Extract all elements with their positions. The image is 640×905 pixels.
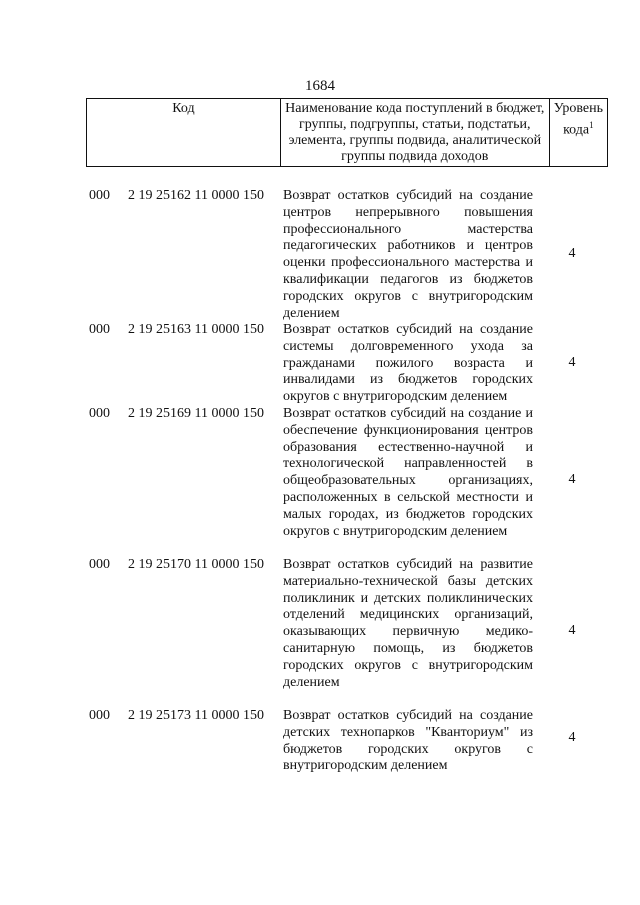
- admin-code: 000: [89, 406, 110, 421]
- code-level: 4: [568, 472, 576, 487]
- revenue-name: Возврат остатков субсидий на развитие материально-технической базы детских поликлиник и детских поликлинических отделений медицинских организаций, оказывающих первичную медико-санитарную помощь, из бюджетов городских округов с внутригородским делением: [283, 557, 533, 690]
- revenue-code: 2 19 25163 11 0000 150: [128, 322, 264, 337]
- admin-code: 000: [89, 188, 110, 203]
- header-name: Наименование кода поступлений в бюджет, группы, подгруппы, статьи, подстатьи, элемента, группы подвида, аналитической группы подвида доходов: [280, 99, 549, 167]
- code-level: 4: [568, 246, 576, 261]
- page-number: 1684: [305, 78, 335, 94]
- revenue-code: 2 19 25162 11 0000 150: [128, 188, 264, 203]
- revenue-code: 2 19 25169 11 0000 150: [128, 406, 264, 421]
- admin-code: 000: [89, 557, 110, 572]
- revenue-name: Возврат остатков субсидий на создание и обеспечение функционирования центров образования естественно-научной и технологической направленностей в общеобразовательных организациях, расположенных в сельской местности и малых городах, из бюджетов городских округов с внутригородским делением: [283, 406, 533, 539]
- revenue-name: Возврат остатков субсидий на создание детских технопарков "Кванториум" из бюджетов городских округов с внутригородским делением: [283, 708, 533, 774]
- header-code: Код: [87, 99, 281, 167]
- admin-code: 000: [89, 322, 110, 337]
- revenue-code: 2 19 25173 11 0000 150: [128, 708, 264, 723]
- revenue-code: 2 19 25170 11 0000 150: [128, 557, 264, 572]
- code-level: 4: [568, 730, 576, 745]
- admin-code: 000: [89, 708, 110, 723]
- header-level: Уровень кода: [553, 101, 603, 138]
- code-level: 4: [568, 355, 576, 370]
- revenue-name: Возврат остатков субсидий на создание системы долговременного ухода за гражданами пожилого возраста и инвалидами из бюджетов городских округов с внутригородским делением: [283, 322, 533, 405]
- code-level: 4: [568, 623, 576, 638]
- revenue-name: Возврат остатков субсидий на создание центров непрерывного повышения профессионального мастерства педагогических работников и центров оценки профессионального мастерства и квалификации педагогов из бюджетов городских округов с внутригородским делением: [283, 188, 533, 321]
- header-level-footnote: 1: [589, 120, 594, 130]
